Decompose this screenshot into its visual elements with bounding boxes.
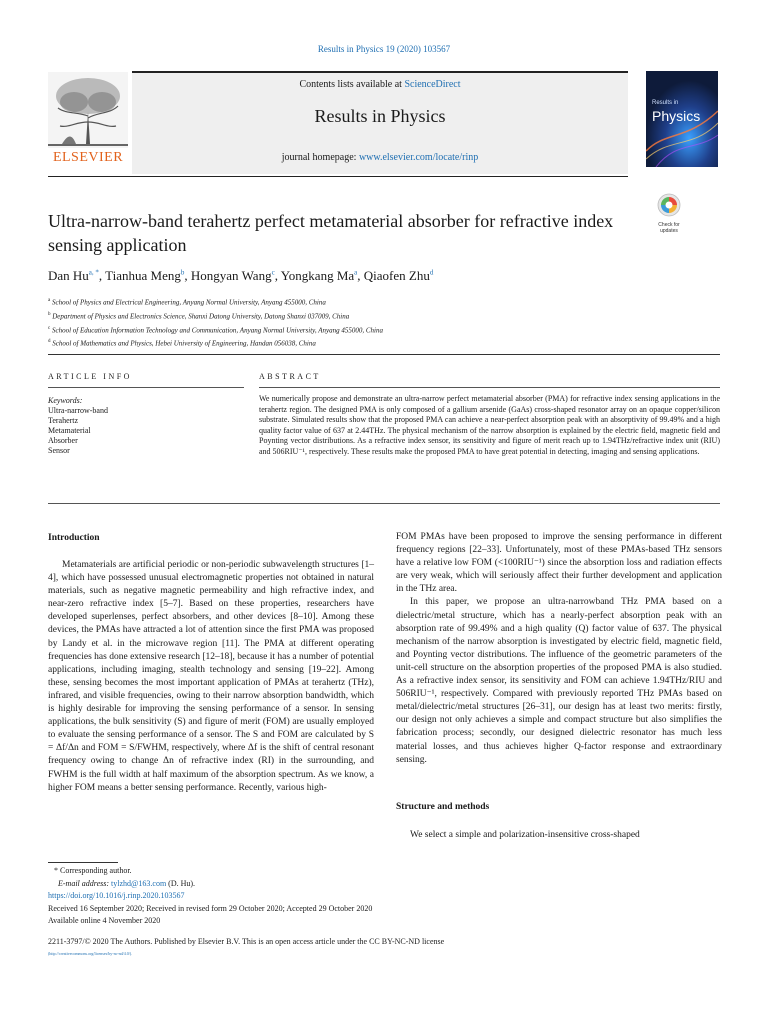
author-name: Yongkang Ma	[280, 268, 355, 283]
homepage-link[interactable]: www.elsevier.com/locate/rinp	[358, 152, 479, 163]
elsevier-wordmark[interactable]: ELSEVIER	[52, 150, 124, 165]
keywords-block	[48, 396, 108, 456]
author-affiliation-mark[interactable]: a	[354, 268, 358, 277]
check-updates-line2: updates	[660, 228, 678, 234]
received-dates: Received 16 September 2020; Received in revised form 29 October 2020; Accepted 29 October 2020	[48, 903, 373, 913]
abstract-text: We numerically propose and demonstrate an ultra-narrow perfect metamaterial absorber (PMA) for refractive index sensing applications in the terahertz region. The designed PMA is only composed of a gallium arsenide (GaAs) cross-shaped resonator array on an opaque copper/silicon substrate. Simulated results show that the proposed PMA can achieve a near-perfect absorption peak with an absorptivity of 99.49% and a high quality factor value of 637 at 2.44THz. The physical mechanism of the narrow absorption is explained by the electric field, magnetic field and Poynting vector distributions. As a refractive index sensor, its sensitivity and figure of merit reach up to 1.94THz/refractive index unit (RIU) and 506RIU⁻¹, respectively. These results make the proposed PMA to have great potential in detecting, imaging and sensing applications.	[259, 394, 720, 456]
author-affiliation-mark[interactable]: b	[180, 268, 185, 277]
email-suffix: (D. Hu).	[166, 878, 196, 888]
affiliations	[48, 295, 668, 350]
check-updates-line1: Check for	[658, 222, 680, 228]
structure-methods-text	[396, 829, 722, 842]
check-updates-label	[646, 222, 692, 234]
abstract-heading: ABSTRACT	[259, 372, 321, 381]
body-paragraph: Metamaterials are artificial periodic or non-periodic subwavelength structures [1–4], which have possessed unusual electromagnetic properties not obtained in natural materials, such as negative magnetic permeability and high refractive index, and near-zero refractive index [5–7]. Based on these properties, researchers have developed superlenses, perfect absorbers, and other devices [8–10]. Among these devices, the PMAs have attracted a lot of attention since the first PMA was proposed by Landy et al. in the microwave region [11]. The PMA at different operating frequencies has done extensive research [12–18], because it has a number of potential applications, including imaging, stealth technology and sensing [19–22]. Among these, sensing becomes the most important application of PMAs at terahertz (THz), infrared, and visible frequencies, owing to their narrow absorption bandwidth, which is highly desirable for improving the sensing performance of a sensor. In sensing applications, the bulk sensitivity (S) and figure of merit (FOM) are usually employed to evaluate the sensing performance of a sensor. The S and FOM are calculated by S = Δf/Δn and FOM = S/FWHM, respectively, where Δf is the shift of central resonant frequency owing to change Δn of refractive index (RI) in the surrounding, and FWHM is the full width at half maximum of the absorption spectrum. As we know, a higher FOM means a better sensing performance. Recently, various high-	[48, 560, 374, 793]
author-name: Qiaofen Zhu	[363, 268, 430, 283]
affiliation-item	[48, 295, 668, 309]
footnote-divider	[48, 862, 118, 863]
article-info-heading: ARTICLE INFO	[48, 372, 132, 381]
author-name: Tianhua Meng	[105, 268, 181, 283]
sciencedirect-link[interactable]: ScienceDirect	[404, 79, 461, 90]
journal-citation[interactable]: Results in Physics 19 (2020) 103567	[317, 44, 451, 54]
body-paragraph: FOM PMAs have been proposed to improve the sensing performance in different frequency regions [22–33]. Unfortunately, most of these PMAs-based THz sensors have a relative low FOM (<100RIU⁻¹) since the absorption loss and radiation effects are very weak, which will seriously affect their further development and application in the THz area.	[396, 532, 722, 595]
journal-name: Results in Physics	[314, 106, 446, 126]
affiliation-text: School of Mathematics and Physics, Hebei University of Engineering, Handan 056038, China	[52, 339, 316, 348]
keyword-item: Absorber	[48, 436, 78, 445]
introduction-heading: Introduction	[48, 533, 100, 543]
corresponding-text: Corresponding author.	[60, 866, 132, 875]
license-url-link[interactable]: (http://creativecommons.org/licenses/by-nc-nd/4.0/).	[48, 951, 133, 956]
structure-methods-heading: Structure and methods	[396, 802, 490, 812]
footnotes	[48, 865, 720, 928]
affiliation-text: School of Physics and Electrical Engineering, Anyang Normal University, Anyang 455000, China	[51, 298, 326, 307]
check-updates-icon	[657, 193, 681, 217]
title-divider	[48, 354, 720, 355]
affiliation-mark: d	[48, 339, 51, 345]
contents-line	[132, 79, 628, 90]
cover-results-label: Results in	[652, 100, 679, 106]
homepage-line	[132, 152, 628, 163]
doi-link[interactable]: https://doi.org/10.1016/j.rinp.2020.103567	[48, 891, 185, 900]
license-text: 2211-3797/© 2020 The Authors. Published by Elsevier B.V. This is an open access article under the CC BY-NC-ND license	[48, 937, 445, 946]
affiliation-mark: a	[48, 298, 51, 303]
email-link[interactable]: tylzhd@163.com	[111, 878, 167, 888]
check-for-updates-badge[interactable]	[646, 193, 692, 234]
affiliation-item	[48, 323, 668, 337]
author-affiliation-mark[interactable]: d	[429, 268, 434, 277]
contents-prefix: Contents lists available at	[299, 79, 405, 90]
affiliation-mark: c	[48, 325, 51, 331]
keyword-item: Sensor	[48, 446, 70, 455]
affiliation-item	[48, 309, 668, 323]
left-column-text	[48, 559, 374, 795]
article-info-divider	[48, 387, 244, 388]
author-list: Dan $Hu^{a, *}$, Tianhua Meng$^b$, Hongyan Wang$^c$, Yongkang Ma$^a$, Qiaofen Zhu$^d$	[48, 268, 434, 283]
author-name: Hongyan Wang	[190, 268, 272, 283]
keywords-label: Keywords:	[48, 396, 83, 405]
paper-title: Ultra-narrow-band terahertz perfect metamaterial absorber for refractive index sensing application	[48, 211, 614, 255]
abstract-divider	[259, 387, 720, 388]
email-label: E-mail address:	[58, 878, 112, 888]
affiliation-text: Department of Physics and Electronics Science, Shanxi Datong University, Datong Shanxi 037009, China	[52, 312, 350, 321]
abstract-bottom-divider	[48, 503, 720, 504]
header-divider	[48, 176, 628, 177]
homepage-prefix: journal homepage:	[281, 152, 359, 163]
author-name: Dan Hu	[48, 268, 89, 283]
right-column-text	[396, 531, 722, 767]
affiliation-text: School of Education Information Technology and Communication, Anyang Normal University, Anyang 455000, China	[51, 325, 383, 334]
online-date: Available online 4 November 2020	[48, 916, 161, 925]
body-paragraph: In this paper, we propose an ultra-narrowband THz PMA based on a dielectric/metal structure, which has a nearly-perfect absorption peak with an absorption rate of 99.49% and a high quality (Q) factor value of 637. The physical mechanism of the narrow absorption is investigated by electric field, magnetic field, and Poynting vector distributions. The influence of the geometric parameters of the unit-cell structure on the absorption properties of the proposed PMA is also studied. As a refractive index sensor, its sensitivity and FOM can achieve 1.94THz/RIU and 506RIU⁻¹, respectively. Compared with previously reported THz PMAs based on metal/dielectric/metal structures [26–31], our design has at least two merits: firstly, our design not only achieves a simple and compact structure but also simplifies the fabrication process; secondly, our designed dielectric resonator has much less material losses, and thus achieves higher Q-factor response and extraordinary sensing.	[396, 597, 722, 765]
author-affiliation-mark[interactable]: c	[271, 268, 275, 277]
email-note	[48, 878, 720, 891]
keyword-item: Metamaterial	[48, 426, 91, 435]
cover-physics-label: Physics	[652, 108, 701, 124]
body-paragraph: We select a simple and polarization-insensitive cross-shaped	[410, 830, 640, 840]
keyword-item: Ultra-narrow-band	[48, 406, 108, 415]
author-affiliation-mark[interactable]: a, *	[88, 268, 99, 277]
affiliation-item	[48, 336, 668, 350]
keyword-item: Terahertz	[48, 416, 79, 425]
affiliation-mark: b	[48, 311, 51, 317]
corresponding-note: * Corresponding author.	[48, 866, 132, 875]
